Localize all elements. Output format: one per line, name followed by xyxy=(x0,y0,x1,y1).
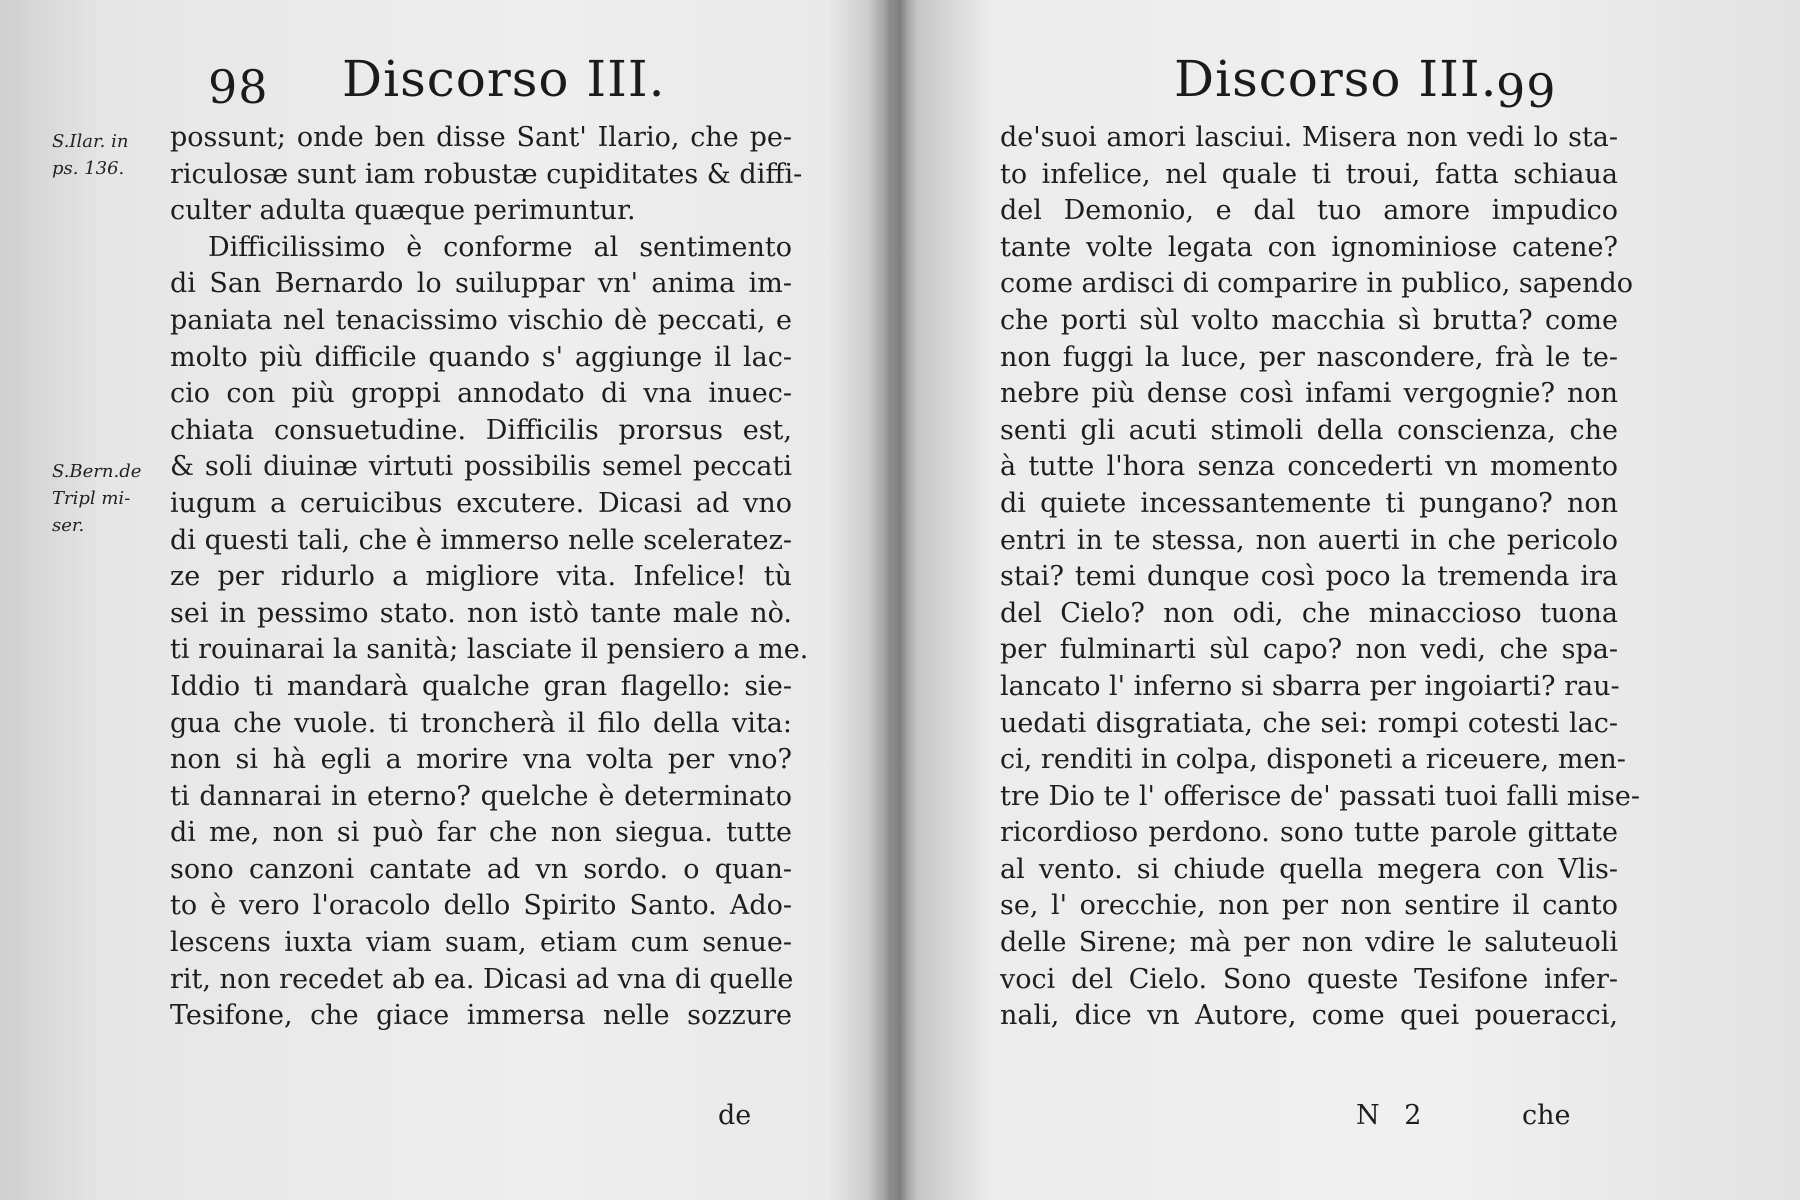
text-line: se, l' orecchie, non per non sentire il canto xyxy=(1000,890,1618,922)
text-line: ci, renditi in colpa, disponeti a riceuere, men- xyxy=(1000,744,1626,776)
text-line: chiata consuetudine. Difficilis prorsus est, xyxy=(170,414,792,446)
text-line: iugum a ceruicibus excutere. Dicasi ad vno xyxy=(170,487,792,519)
text-line: ti rouinarai la sanità; lasciate il pensiero a me. xyxy=(170,634,809,666)
text-line: uedati disgratiata, che sei: rompi cotesti lac- xyxy=(1000,707,1618,739)
text-line: sono canzoni cantate ad vn sordo. o quan- xyxy=(170,853,792,885)
text-line: non si hà egli a morire vna volta per vno? xyxy=(170,744,792,776)
text-line: senti gli acuti stimoli della conscienza, che xyxy=(1000,414,1618,446)
right-page xyxy=(900,0,1800,1200)
text-line: di San Bernardo lo suiluppar vn' anima im- xyxy=(170,268,792,300)
left-marginal-note-2 xyxy=(52,458,162,539)
text-line: riculosæ sunt iam robustæ cupiditates & diffi- xyxy=(170,158,803,190)
text-line: stai? temi dunque così poco la tremenda ira xyxy=(1000,561,1618,593)
right-running-head: Discorso III. xyxy=(1174,50,1498,108)
right-page-number: 99 xyxy=(1496,64,1557,118)
text-line: lancato l' inferno si sbarra per ingoiarti? rau- xyxy=(1000,670,1620,702)
left-page-number: 98 xyxy=(208,60,269,114)
text-line: ti dannarai in eterno? quelche è determinato xyxy=(170,780,792,812)
text-line: Difficilissimo è conforme al sentimento xyxy=(208,231,792,263)
text-line: Tesifone, che giace immersa nelle sozzure xyxy=(170,1000,792,1032)
text-line: entri in te stessa, non auerti in che pericolo xyxy=(1000,524,1618,556)
text-line: de'suoi amori lasciui. Misera non vedi lo sta- xyxy=(1000,122,1618,153)
text-line: sei in pessimo stato. non istò tante male nò. xyxy=(170,597,792,629)
text-line: delle Sirene; mà per non vdire le saluteuoli xyxy=(1000,927,1618,959)
left-marginal-note-1 xyxy=(52,128,162,182)
text-line: tre Dio te l' offerisce de' passati tuoi falli mise- xyxy=(1000,780,1640,812)
right-text-block xyxy=(1000,120,1640,1035)
right-signature-mark: N 2 xyxy=(1356,1100,1430,1131)
text-line: to è vero l'oracolo dello Spirito Santo. Ado- xyxy=(170,890,792,922)
text-line: nebre più dense così infami vergognie? non xyxy=(1000,378,1618,410)
text-line: gua che vuole. ti troncherà il filo della vita: xyxy=(170,707,792,739)
text-line: di questi tali, che è immerso nelle sceleratez- xyxy=(170,524,792,556)
text-line: al vento. si chiude quella megera con Vlis- xyxy=(1000,853,1618,885)
right-catchword: che xyxy=(1522,1100,1571,1131)
text-line: paniata nel tenacissimo vischio dè peccati, e xyxy=(170,304,792,336)
text-line: à tutte l'hora senza concederti vn momento xyxy=(1000,451,1618,483)
marginal-line: Tripl mi- xyxy=(52,488,131,509)
text-line: culter adulta quæque perimuntur. xyxy=(170,195,636,227)
left-running-head: Discorso III. xyxy=(342,50,666,108)
text-line: non fuggi la luce, per nascondere, frà le te- xyxy=(1000,341,1618,373)
text-line: to infelice, nel quale ti troui, fatta schiaua xyxy=(1000,158,1618,190)
text-line: che porti sùl volto macchia sì brutta? come xyxy=(1000,304,1618,336)
left-catchword: de xyxy=(718,1100,752,1131)
text-line: nali, dice vn Autore, come quei poueracci, xyxy=(1000,1000,1618,1032)
text-line: per fulminarti sùl capo? non vedi, che spa- xyxy=(1000,634,1618,666)
text-line: & soli diuinæ virtuti possibilis semel peccati xyxy=(170,451,792,483)
text-line: di me, non si può far che non siegua. tutte xyxy=(170,817,792,849)
text-line: del Demonio, e dal tuo amore impudico xyxy=(1000,195,1618,227)
text-line: cio con più groppi annodato di vna inuec- xyxy=(170,378,792,410)
text-line: voci del Cielo. Sono queste Tesifone infer- xyxy=(1000,963,1618,995)
text-line: molto più difficile quando s' aggiunge il lac- xyxy=(170,341,792,373)
text-line: rit, non recedet ab ea. Dicasi ad vna di quelle xyxy=(170,963,794,995)
marginal-line: ser. xyxy=(52,515,85,536)
left-text-block xyxy=(170,120,809,1035)
text-line: come ardisci di comparire in publico, sapendo xyxy=(1000,268,1634,300)
text-line: tante volte legata con ignominiose catene? xyxy=(1000,231,1618,263)
marginal-line: S.Ilar. in xyxy=(52,131,129,152)
text-line: lescens iuxta viam suam, etiam cum senue- xyxy=(170,927,792,959)
text-line: Iddio ti mandarà qualche gran flagello: sie- xyxy=(170,670,792,702)
marginal-line: ps. 136. xyxy=(52,158,125,179)
text-line: possunt; onde ben disse Sant' Ilario, che pe- xyxy=(170,122,792,153)
text-line: ze per ridurlo a migliore vita. Infelice! tù xyxy=(170,561,792,593)
text-line: del Cielo? non odi, che minaccioso tuona xyxy=(1000,597,1618,629)
marginal-line: S.Bern.de xyxy=(52,461,142,482)
text-line: ricordioso perdono. sono tutte parole gittate xyxy=(1000,817,1618,849)
text-line: di quiete incessantemente ti pungano? non xyxy=(1000,487,1618,519)
left-page xyxy=(0,0,880,1200)
